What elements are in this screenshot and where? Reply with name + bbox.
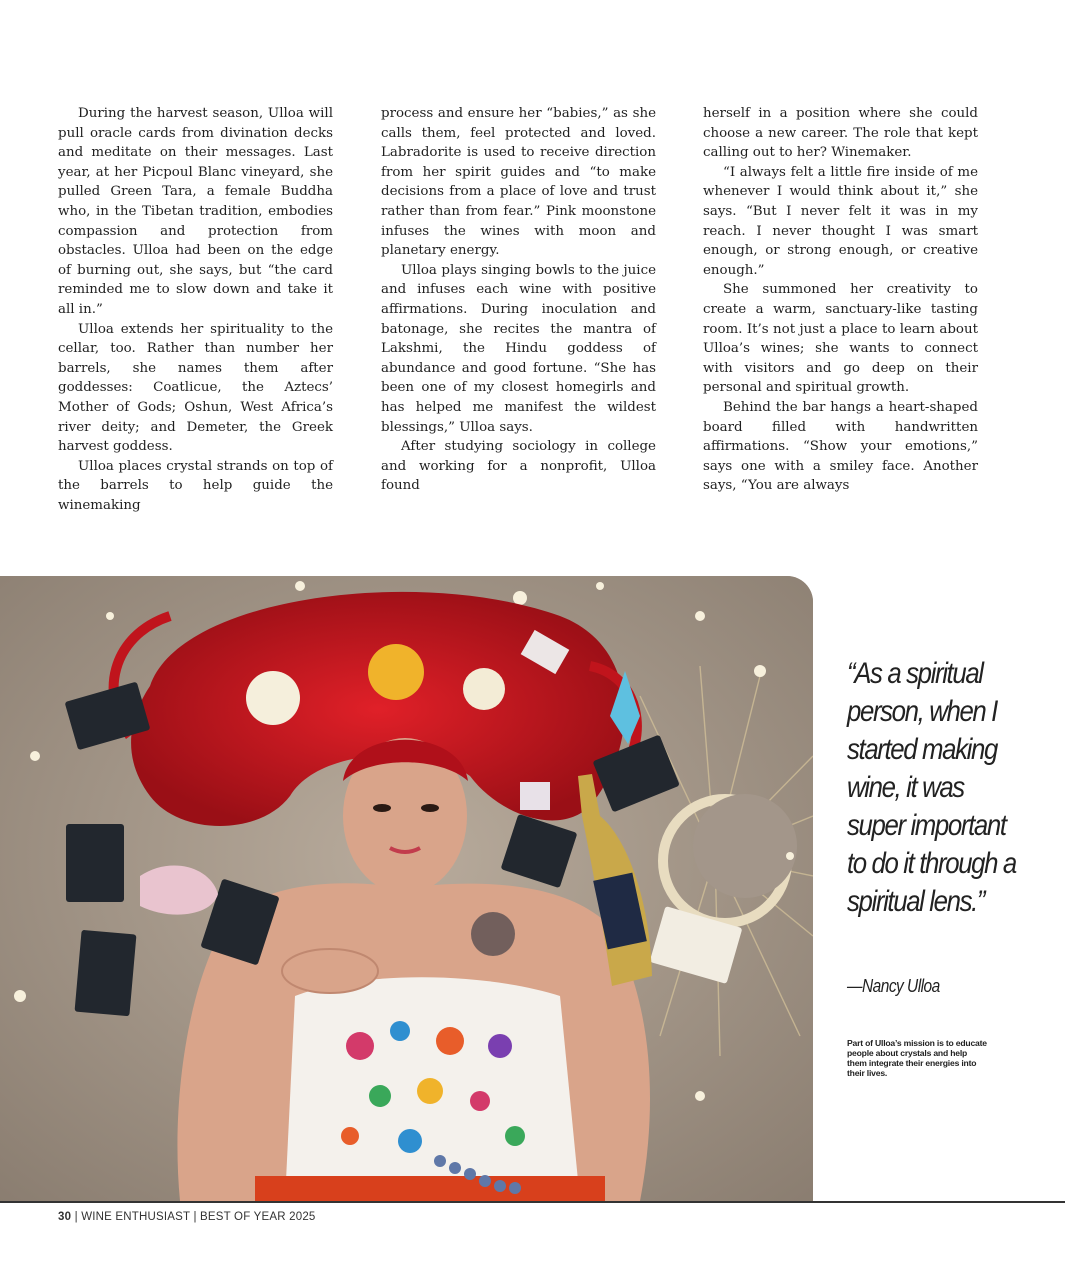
yellow-flower bbox=[368, 644, 424, 700]
paragraph: Ulloa plays singing bowls to the juice and infuses each wine with positive affirmations. During inoculation and batonage, she recites the mantra of Lakshmi, the Hindu goddess of abundance and good fortune. “She has been one of my closest homegirls and has helped me manifest the wildest blessings,” Ulloa says. bbox=[381, 262, 656, 435]
article-column-1 bbox=[58, 104, 333, 515]
portrait-illustration bbox=[0, 576, 813, 1201]
issue-name: BEST OF YEAR 2025 bbox=[200, 1211, 316, 1223]
portrait-photo bbox=[0, 576, 813, 1201]
pull-quote: “As a spiritual person, when I started making wine, it was super important to do it through a spiritual lens.” bbox=[847, 657, 1016, 918]
footer-separator: | bbox=[71, 1211, 82, 1223]
photo-caption: Part of Ulloa’s mission is to educate people about crystals and help them integrate their energies into their lives. bbox=[847, 1038, 987, 1078]
page-number: 30 bbox=[58, 1211, 72, 1223]
paragraph: herself in a position where she could choose a new career. The role that kept calling out to her? Winemaker. bbox=[703, 106, 978, 161]
paragraph: After studying sociology in college and working for a nonprofit, Ulloa found bbox=[381, 439, 656, 494]
article-column-2 bbox=[381, 104, 656, 496]
hand bbox=[282, 949, 378, 993]
article-column-3 bbox=[703, 104, 978, 496]
page-footer bbox=[58, 1211, 316, 1223]
footer-rule bbox=[0, 1201, 1065, 1203]
paragraph: process and ensure her “babies,” as she calls them, feel protected and loved. Labradorite is used to receive direction from her spirit guides and “to make decisions from a place of love and trust rather than from fear.” Pink moonstone infuses the wines with moon and planetary energy. bbox=[381, 106, 656, 259]
paragraph: “I always felt a little fire inside of me whenever I would think about it,” she says. “But I never felt it was in my reach. I never thought I was smart enough, or strong enough, or creative enough.” bbox=[703, 164, 978, 278]
paragraph: She summoned her creativity to create a warm, sanctuary-like tasting room. It’s not just a place to learn about Ulloa’s wines; she wants to connect with visitors and go deep on their personal and spiritual growth. bbox=[703, 282, 978, 396]
red-skirt bbox=[255, 1176, 605, 1201]
white-flower bbox=[463, 668, 505, 710]
paragraph: Ulloa places crystal strands on top of the barrels to help guide the winemaking bbox=[58, 458, 333, 513]
pull-quote-attribution: —Nancy Ulloa bbox=[847, 976, 940, 996]
footer-separator: | bbox=[190, 1211, 201, 1223]
moon-shadow bbox=[693, 794, 797, 898]
chest-tattoo bbox=[471, 912, 515, 956]
paragraph: Ulloa extends her spirituality to the cellar, too. Rather than number her barrels, she names them after goddesses: Coatlicue, the Aztecs’ Mother of Gods; Oshun, West Africa’s river deity; and Demeter, the Greek harvest goddess. bbox=[58, 321, 333, 455]
paragraph: During the harvest season, Ulloa will pull oracle cards from divination decks and meditate on their messages. Last year, at her Picpoul Blanc vineyard, she pulled Green Tara, a female Buddha who, in the Tibetan tradition, embodies compassion and protection from obstacles. Ulloa had been on the edge of burning out, she says, but “the card reminded me to slow down and take it all in.” bbox=[58, 106, 333, 317]
clear-crystal bbox=[520, 782, 550, 810]
paragraph: Behind the bar hangs a heart-shaped board filled with handwritten affirmations. “Show your emotions,” says one with a smiley face. Another says, “You are always bbox=[703, 399, 978, 494]
white-flower bbox=[246, 671, 300, 725]
publication-name: WINE ENTHUSIAST bbox=[81, 1211, 191, 1223]
